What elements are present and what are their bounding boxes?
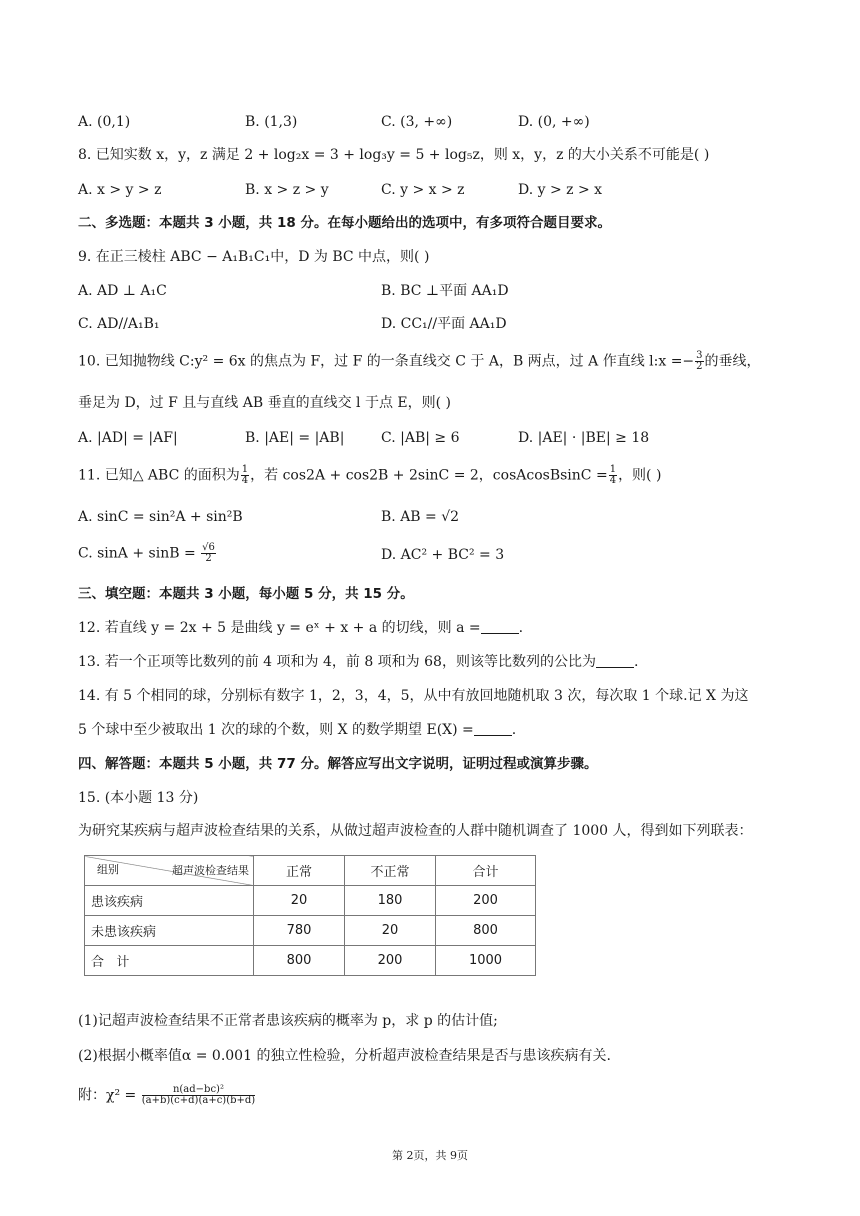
table-row <box>85 886 536 916</box>
q9-option-a: A. AD ⊥ A₁C <box>78 283 167 299</box>
q15-appendix <box>78 1085 256 1106</box>
q14-answer-blank <box>474 721 512 736</box>
q11-product-fraction <box>609 465 617 486</box>
chi-square-denominator: (a+b)(c+d)(a+c)(b+d) <box>141 1095 256 1106</box>
q9-option-c: C. AD//A₁B₁ <box>78 316 160 332</box>
q9-stem: 9. 在正三棱柱 ABC − A₁B₁C₁中，D 为 BC 中点，则( ) <box>78 249 430 265</box>
chi-square-fraction <box>142 1085 255 1106</box>
table-cell: 200 <box>345 946 436 976</box>
q8-option-d: D. y > z > x <box>518 182 603 198</box>
q8-option-b: B. x > z > y <box>245 182 329 198</box>
q7-option-c: C. (3, +∞) <box>381 114 453 130</box>
q15-title: 15. (本小题 13 分) <box>78 790 199 806</box>
q9-option-d: D. CC₁//平面 AA₁D <box>381 316 507 332</box>
table-corner-top-label: 超声波检查结果 <box>172 864 249 877</box>
q11-option-c-fraction <box>201 543 216 564</box>
q11-area-numerator: 1 <box>241 464 249 475</box>
table-header-abnormal: 不正常 <box>345 856 436 886</box>
q11-option-c-denominator: 2 <box>205 553 212 564</box>
q10-fraction-numerator: 3 <box>696 350 703 361</box>
q8-option-a: A. x > y > z <box>78 182 162 198</box>
table-row-label: 合 计 <box>85 946 254 976</box>
q12-text: 12. 若直线 y = 2x + 5 是曲线 y = eˣ + x + a 的切线，则 a = <box>78 620 481 636</box>
table-cell: 200 <box>436 886 536 916</box>
section-heading-solutions: 四、解答题：本题共 5 小题，共 77 分。解答应写出文字说明，证明过程或演算步骤。 <box>78 756 598 772</box>
q10-fraction <box>695 351 703 372</box>
q10-option-c: C. |AB| ≥ 6 <box>381 430 460 446</box>
q7-option-a: A. (0,1) <box>78 114 131 130</box>
q11-option-a: A. sinC = sin²A + sin²B <box>78 509 243 525</box>
q10-option-d: D. |AE| · |BE| ≥ 18 <box>518 430 650 446</box>
table-header-row <box>85 856 536 886</box>
section-heading-fill-in: 三、填空题：本题共 3 小题，每小题 5 分，共 15 分。 <box>78 586 414 602</box>
q10-stem-line1 <box>78 351 761 372</box>
q10-option-a: A. |AD| = |AF| <box>78 430 178 446</box>
q11-area-fraction <box>241 465 249 486</box>
q10-stem-line2: 垂足为 D，过 F 且与直线 AB 垂直的直线交 l 于点 E，则( ) <box>78 395 452 411</box>
q11-product-numerator: 1 <box>609 464 617 475</box>
q11-stem-text-a: 11. 已知△ ABC 的面积为 <box>78 467 240 484</box>
q14-stem-line1: 14. 有 5 个相同的球，分别标有数字 1，2，3，4，5，从中有放回地随机取 3 次，每次取 1 个球.记 X 为这 <box>78 688 749 704</box>
q7-option-b: B. (1,3) <box>245 114 298 130</box>
contingency-table <box>84 855 536 976</box>
q11-option-b: B. AB = √2 <box>381 509 460 525</box>
q8-stem: 8. 已知实数 x，y，z 满足 2 + log₂x = 3 + log₃y = 5 + log₅z，则 x，y，z 的大小关系不可能是( ) <box>78 147 710 163</box>
page-footer: 第 2页，共 9页 <box>392 1149 468 1162</box>
q10-stem-text-b: 的垂线， <box>704 353 761 370</box>
q12-text-end: . <box>518 620 524 636</box>
table-header-normal: 正常 <box>254 856 345 886</box>
q11-stem-text-c: ，则( ) <box>618 467 662 484</box>
table-cell: 780 <box>254 916 345 946</box>
q15-appendix-label: 附：χ² = <box>78 1087 137 1104</box>
q11-product-denominator: 4 <box>609 475 617 486</box>
q13-text-end: . <box>633 654 639 670</box>
table-row <box>85 946 536 976</box>
q12-stem <box>78 618 523 638</box>
table-row-label: 患该疾病 <box>85 886 254 916</box>
chi-square-numerator: n(ad−bc)² <box>142 1085 255 1096</box>
q11-stem-text-b: ，若 cos2A + cos2B + 2sinC = 2，cosAcosBsinC = <box>250 467 608 484</box>
q7-option-d: D. (0, +∞) <box>518 114 590 130</box>
table-corner-cell <box>85 856 254 886</box>
table-cell: 20 <box>345 916 436 946</box>
q11-option-d: D. AC² + BC² = 3 <box>381 547 505 563</box>
q8-option-c: C. y > x > z <box>381 182 465 198</box>
q10-option-b: B. |AE| = |AB| <box>245 430 345 446</box>
q13-text: 13. 若一个正项等比数列的前 4 项和为 4，前 8 项和为 68，则该等比数列的公比为 <box>78 654 596 670</box>
q10-fraction-denominator: 2 <box>696 361 703 372</box>
q11-option-c-numerator: √6 <box>202 542 215 553</box>
q13-answer-blank <box>596 653 634 668</box>
q15-intro: 为研究某疾病与超声波检查结果的关系，从做过超声波检查的人群中随机调查了 1000 人，得到如下列联表： <box>78 823 753 839</box>
q14-stem-line2 <box>78 720 516 740</box>
table-cell: 1000 <box>436 946 536 976</box>
q13-stem <box>78 652 638 672</box>
q9-option-b: B. BC ⊥平面 AA₁D <box>381 283 509 299</box>
q11-option-c-text: C. sinA + sinB = <box>78 545 196 562</box>
q15-part2: (2)根据小概率值α = 0.001 的独立性检验，分析超声波检查结果是否与患该疾病有关. <box>78 1048 611 1064</box>
table-cell: 800 <box>254 946 345 976</box>
table-cell: 800 <box>436 916 536 946</box>
table-corner-bottom-label: 组别 <box>97 863 119 876</box>
table-row <box>85 916 536 946</box>
q14-text: 5 个球中至少被取出 1 次的球的个数，则 X 的数学期望 E(X) = <box>78 722 474 738</box>
table-cell: 180 <box>345 886 436 916</box>
table-header-total: 合计 <box>436 856 536 886</box>
q15-part1: (1)记超声波检查结果不正常者患该疾病的概率为 p，求 p 的估计值; <box>78 1013 498 1029</box>
q11-stem <box>78 465 661 486</box>
table-row-label: 未患该疾病 <box>85 916 254 946</box>
q10-stem-text-a: 10. 已知抛物线 C:y² = 6x 的焦点为 F，过 F 的一条直线交 C 于 A，B 两点，过 A 作直线 l:x =− <box>78 353 695 370</box>
section-heading-multiple-choice: 二、多选题：本题共 3 小题，共 18 分。在每小题给出的选项中，有多项符合题目要求。 <box>78 215 611 231</box>
q11-option-c <box>78 543 217 564</box>
q11-area-denominator: 4 <box>241 475 249 486</box>
table-cell: 20 <box>254 886 345 916</box>
q12-answer-blank <box>481 619 519 634</box>
q14-text-end: . <box>511 722 517 738</box>
